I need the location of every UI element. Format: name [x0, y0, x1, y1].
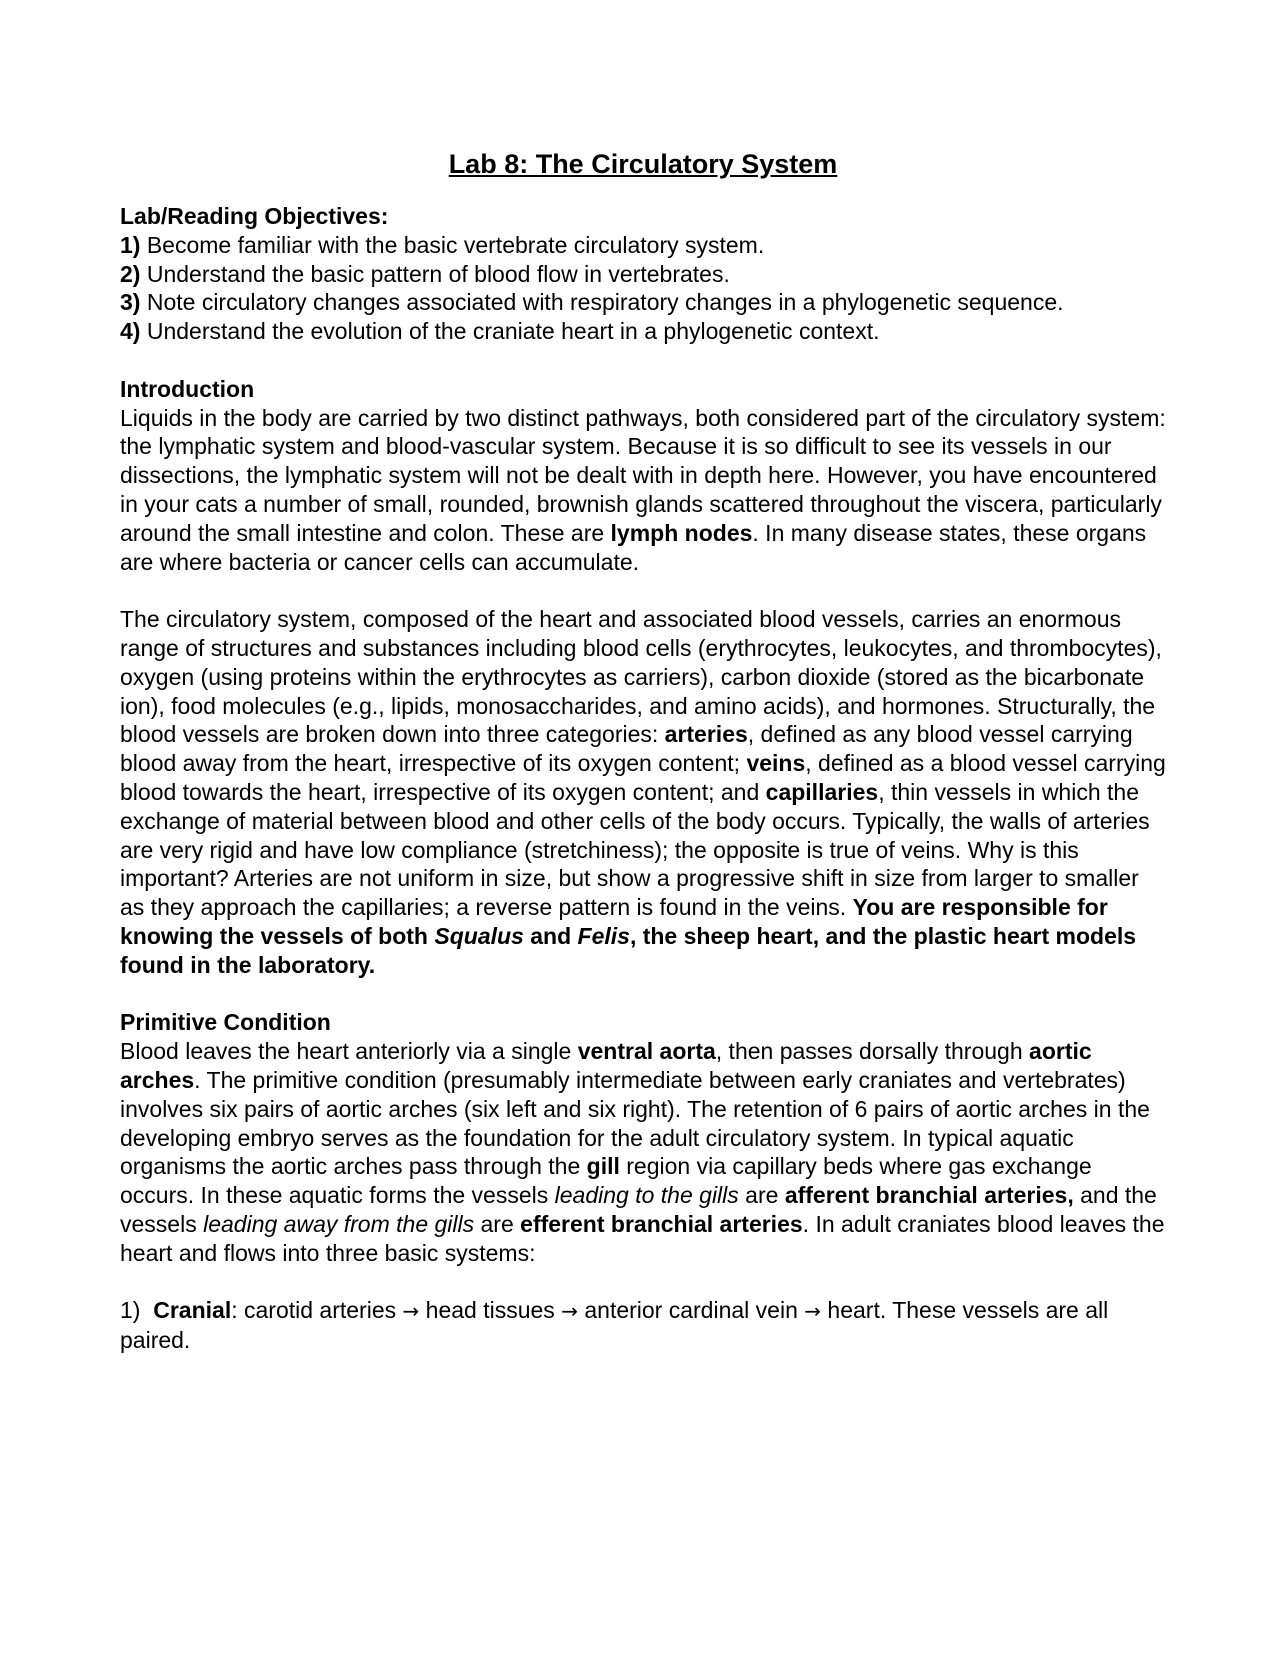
primitive-condition-heading: Primitive Condition — [120, 1009, 331, 1036]
italic-leading-away-from-gills: leading away from the gills — [203, 1210, 475, 1237]
objective-number: 4) — [120, 318, 141, 345]
introduction-paragraph-1 — [120, 404, 1166, 577]
text-run: , thin vessels in which the exchange of material between blood and other cells of the body occurs. Typically, the walls of arteries are very rigid and have low compliance (stretchiness); the opposite is true of veins. Why is this important? Arteries are not uniform in size, but show a progressive shift in size from larger to smaller as they approach the capillaries; a reverse pattern is found in the veins. — [120, 778, 1150, 921]
list-number: 1) — [120, 1297, 154, 1324]
text-run: heart. These vessels are all paired. — [120, 1297, 1109, 1354]
text-run: , then passes dorsally through — [715, 1038, 1030, 1065]
text-run: , defined as a blood vessel carrying blood towards the heart, irrespective of its oxygen content; and — [120, 750, 1166, 805]
text-run: Blood leaves the heart anteriorly via a single — [120, 1038, 578, 1065]
term-arteries: arteries — [664, 721, 748, 748]
term-capillaries: capillaries — [765, 778, 879, 805]
text-run: , defined as any blood vessel carrying blood away from the heart, irrespective of its oxygen content; — [120, 721, 1133, 777]
objective-item — [120, 288, 1166, 317]
page-title: Lab 8: The Circulatory System — [448, 149, 838, 179]
introduction-heading: Introduction — [120, 375, 255, 402]
arrow-right-icon: → — [402, 1299, 420, 1324]
term-afferent-branchial-arteries: afferent branchial arteries, — [784, 1182, 1074, 1209]
term-lymph-nodes: lymph nodes — [610, 519, 753, 546]
objective-text: Become familiar with the basic vertebrate circulatory system. — [140, 231, 765, 258]
term-efferent-branchial-arteries: efferent branchial arteries — [520, 1210, 803, 1237]
text-run: : carotid arteries — [231, 1297, 403, 1324]
primitive-paragraph-1 — [120, 1037, 1166, 1267]
objective-number: 3) — [120, 289, 141, 316]
objectives-heading: Lab/Reading Objectives: — [120, 203, 389, 229]
text-run: The circulatory system, composed of the heart and associated blood vessels, carries an enormous range of structures and substances including blood cells (erythrocytes, leukocytes, and thrombocytes), oxygen (using proteins within the erythrocytes as carriers), carbon dioxide (stored as the bicarbonate ion), food molecules (e.g., lipids, monosaccharides, and amino acids), and hormones. Structurally, the blood vessels are broken down into three categories: — [120, 606, 1162, 748]
objective-number: 2) — [120, 260, 141, 287]
text-run: anterior cardinal vein — [577, 1297, 805, 1324]
text-run: Liquids in the body are carried by two distinct pathways, both considered part of the circulatory system: the lymphatic system and blood-vascular system. Because it is so difficult to see its vessels in our dissections, the lymphatic system will not be dealt with in depth here. However, you have encountered in your cats a number of small, rounded, brownish glands scattered throughout the viscera, particularly around the small intestine and colon. These are — [120, 404, 1166, 546]
text-run: are — [738, 1182, 785, 1209]
text-run: . The primitive condition (presumably intermediate between early craniates and vertebrates) involves six pairs of aortic arches (six left and six right). The retention of 6 pairs of aortic arches in the developing embryo serves as the foundation for the adult circulatory system. In typical aquatic organisms the aortic arches pass through the — [120, 1066, 1150, 1180]
text-run: . In adult craniates blood leaves the heart and flows into three basic systems: — [120, 1210, 1165, 1266]
objective-item — [120, 231, 1166, 260]
objective-item — [120, 317, 1166, 346]
text-run: head tissues — [419, 1297, 562, 1324]
genus-felis: Felis — [577, 922, 630, 949]
italic-leading-to-gills: leading to the gills — [554, 1182, 739, 1209]
objective-text: Understand the basic pattern of blood flow in vertebrates. — [140, 260, 730, 287]
arrow-right-icon: → — [561, 1299, 578, 1324]
term-gill: gill — [586, 1153, 620, 1180]
document-page — [120, 146, 1166, 1355]
text-run: . In many disease states, these organs are where bacteria or cancer cells can accumulate. — [120, 519, 1147, 575]
objective-text: Understand the evolution of the craniate heart in a phylogenetic context. — [140, 318, 880, 345]
term-aortic-arches: aortic arches — [120, 1038, 1092, 1093]
introduction-paragraph-2 — [120, 605, 1166, 979]
text-run: and — [523, 922, 578, 949]
text-run: region via capillary beds where gas exchange occurs. In these aquatic forms the vessels — [120, 1153, 1092, 1209]
objective-text: Note circulatory changes associated with respiratory changes in a phylogenetic sequence. — [140, 289, 1064, 316]
text-run: You are responsible for knowing the vessels of both — [120, 894, 1108, 949]
arrow-right-icon: → — [804, 1299, 822, 1324]
genus-squalus: Squalus — [434, 922, 524, 949]
objective-number: 1) — [120, 231, 141, 258]
term-veins: veins — [746, 750, 806, 777]
term-ventral-aorta: ventral aorta — [577, 1038, 716, 1065]
text-run: and the vessels — [120, 1182, 1157, 1237]
text-run: , the sheep heart, and the plastic heart models found in the laboratory. — [120, 922, 1137, 978]
objective-item — [120, 260, 1166, 289]
term-cranial: Cranial — [153, 1297, 232, 1324]
cranial-system-item — [120, 1296, 1166, 1355]
text-run: are — [474, 1210, 521, 1237]
